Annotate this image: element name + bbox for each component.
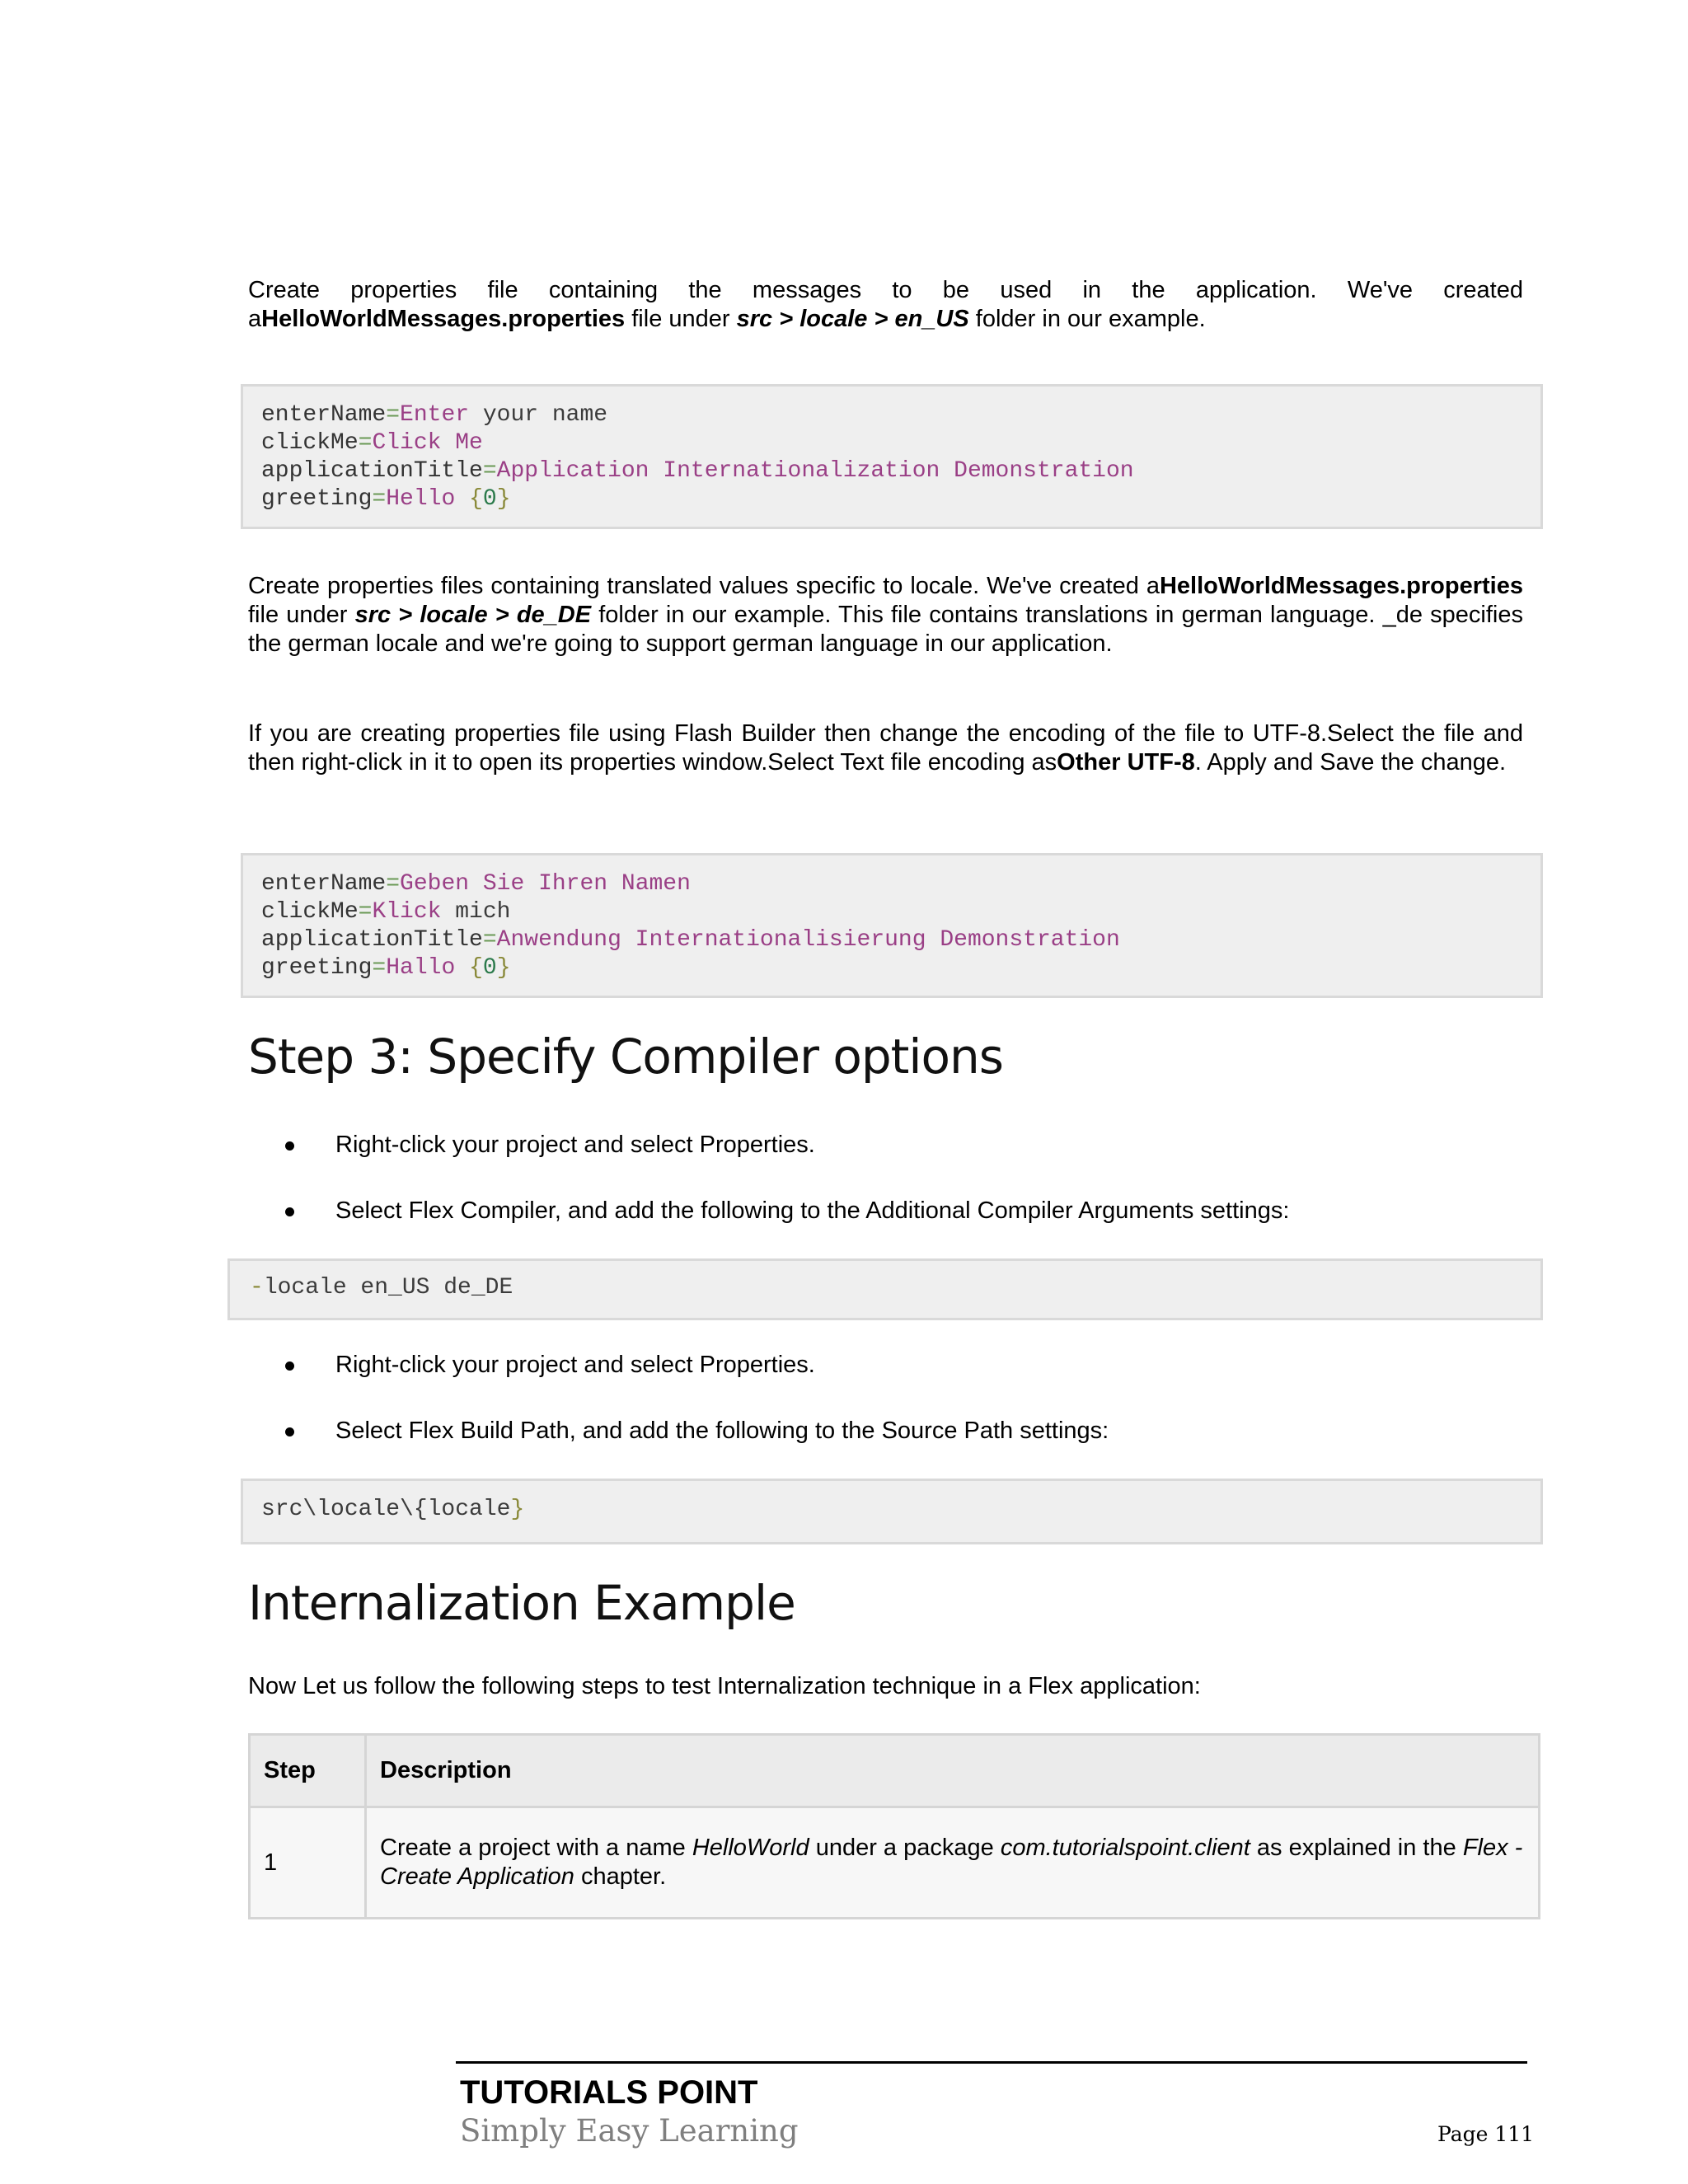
code-line: applicationTitle=Application Internationalization Demonstration [261,458,1134,484]
text: file under [625,306,737,332]
code-block-compiler-args [227,1258,1543,1320]
code-line: enterName=Enter your name [261,402,608,428]
bullet-icon [285,1427,294,1436]
footer-brand: TUTORIALS POINT [460,2074,758,2111]
code-block-en-properties [241,384,1543,529]
folder-path: src > locale > de_DE [354,602,592,628]
footer-divider [456,2061,1527,2064]
code-line: greeting=Hallo {0} [261,955,511,981]
paragraph-encoding [248,719,1523,777]
table-row [250,1807,1540,1919]
folder-path: src > locale > en_US [736,306,969,332]
text: Create properties files containing translated values specific to locale. We've created a [248,573,1160,599]
list-item-text: Select Flex Compiler, and add the following to the Additional Compiler Arguments settings: [335,1197,1290,1224]
section-heading-example: Internalization Example [248,1575,795,1631]
code-line: src\locale\{locale} [261,1497,525,1522]
code-line: clickMe=Klick mich [261,899,511,925]
bullet-icon [285,1141,294,1151]
bold-encoding: Other UTF-8 [1057,749,1195,776]
section-heading-step3: Step 3: Specify Compiler options [248,1029,1003,1085]
bold-filename: HelloWorldMessages.properties [1159,573,1523,599]
column-header-description: Description [366,1735,1540,1807]
text: Create properties file containing the messages to be used in the application. We've created a [248,277,1523,332]
code-line: enterName=Geben Sie Ihren Namen [261,871,691,897]
example-intro: Now Let us follow the following steps to test Internalization technique in a Flex application: [248,1673,1201,1699]
text: If you are creating properties file using Flash Builder then change the encoding of the file to UTF-8.Select the file and then right-click in it to open its properties window.Select Text file encoding as [248,720,1523,776]
bold-filename: HelloWorldMessages.properties [261,306,626,332]
code-line: applicationTitle=Anwendung Internationalisierung Demonstration [261,927,1120,953]
text: . Apply and Save the change. [1194,749,1507,776]
column-header-step: Step [250,1735,366,1807]
text: folder in our example. [968,306,1206,332]
bullet-icon [285,1361,294,1371]
steps-table [248,1733,1540,1919]
text: folder in our example. This file contains translations in german language. _de specifies the german locale and we're going to support german language in our application. [248,602,1523,657]
code-line: greeting=Hello {0} [261,486,511,512]
table-header-row [250,1735,1540,1807]
step-description: Create a project with a name HelloWorld under a package com.tutorialspoint.client as explained in the Flex - Create Application chapter. [366,1807,1540,1919]
code-block-de-properties [241,853,1543,998]
bullet-icon [285,1207,294,1216]
code-block-source-path [241,1479,1543,1544]
list-item-text: Right-click your project and select Properties. [335,1132,815,1158]
text: file under [248,602,355,628]
step-number: 1 [250,1807,366,1919]
page-number: Page 111 [1437,2122,1535,2146]
paragraph-en-properties [248,276,1523,334]
code-line: clickMe=Click Me [261,430,483,456]
paragraph-de-properties [248,572,1523,658]
list-item-text: Select Flex Build Path, and add the following to the Source Path settings: [335,1418,1109,1444]
footer-tagline: Simply Easy Learning [460,2113,799,2149]
code-line: -locale en_US de_DE [250,1275,513,1301]
list-item-text: Right-click your project and select Properties. [335,1352,815,1378]
